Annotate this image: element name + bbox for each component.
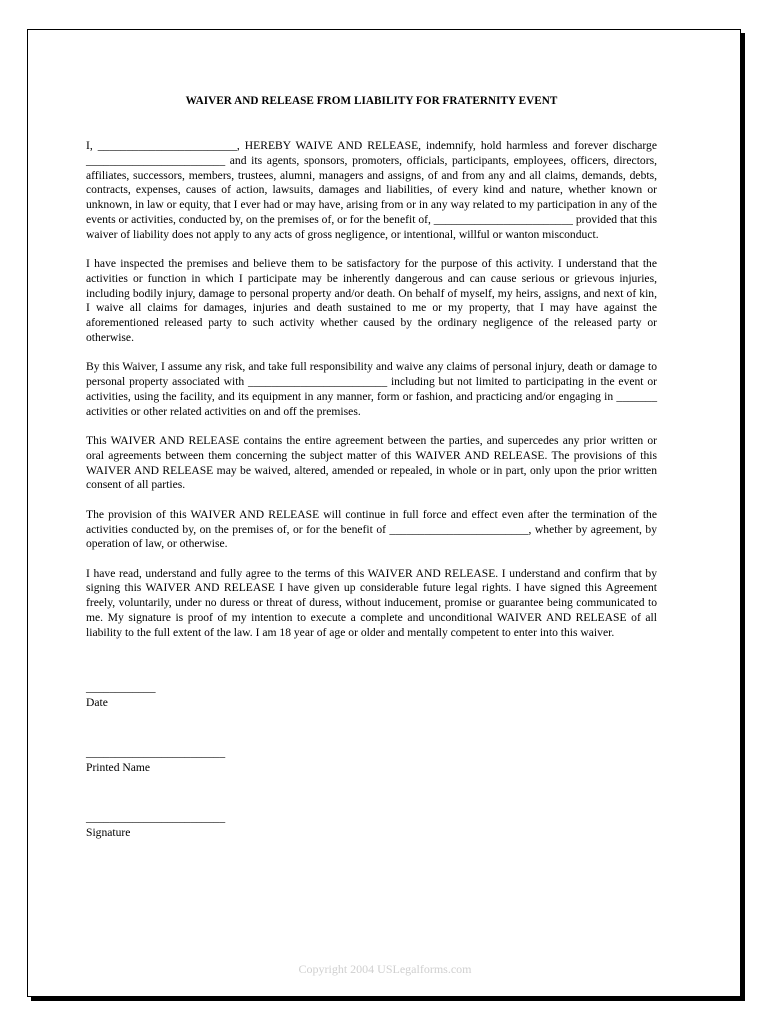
date-line[interactable]: ____________ [86,680,156,694]
printed-name-label: Printed Name [86,760,151,774]
paragraph-acknowledgement: I have read, understand and fully agree to the terms of this WAIVER AND RELEASE. I understand and confirm that by signing this WAIVER AND RELEASE I have given up considerable future legal rights. I have signed this Agreement freely, voluntarily, under no duress or threat of duress, without inducement, promise or guarantee being communicated to me. My signature is proof of my intention to execute a complete and unconditional WAIVER AND RELEASE of all liability to the full extent of the law. I am 18 year of age or older and mentally competent to enter into this waiver. [86,566,657,639]
paragraph-entire-agreement: This WAIVER AND RELEASE contains the entire agreement between the parties, and supercedes any prior written or oral agreements between them concerning the subject matter of this WAIVER AND RELEASE. The provisions of this WAIVER AND RELEASE may be waived, altered, amended or repealed, in whole or in part, only upon the prior written consent of all parties. [86,434,657,492]
document-body [86,94,657,876]
signature-block [86,681,657,840]
paragraph-assume-risk: By this Waiver, I assume any risk, and take full responsibility and waive any claims of personal injury, death or damage to personal property associated with ________________________ including but not limited to participating in the event or activities, using the facility, and its equipment in any manner, form or fashion, and practicing and/or engaging in _______ activities or other related activities on and off the premises. [86,360,657,418]
printed-name-line[interactable]: ________________________ [86,745,226,759]
paragraph-waiver-release: I, ________________________, HEREBY WAIVE AND RELEASE, indemnify, hold harmless and forever discharge ________________________ and its agents, sponsors, promoters, officials, participants, employees, officers, directors, affiliates, successors, members, trustees, alumni, managers and assigns, of and from any and all claims, demands, debts, contracts, expenses, causes of action, lawsuits, damages and liabilities, of every kind and nature, whether known or unknown, in law or equity, that I ever had or may have, arising from or in any way related to my participation in any of the events or activities, conducted by, on the premises of, or for the benefit of, ________________________ provided that this waiver of liability does not apply to any acts of gross negligence, or intentional, willful or wanton misconduct. [86,139,657,241]
signature-label: Signature [86,825,131,839]
copyright-footer: Copyright 2004 USLegalforms.com [298,962,472,976]
paragraph-full-force: The provision of this WAIVER AND RELEASE will continue in full force and effect even after the termination of the activities conducted by, on the premises of, or for the benefit of ________________________, whether by agreement, by operation of law, or otherwise. [86,507,657,551]
document-title: WAIVER AND RELEASE FROM LIABILITY FOR FRATERNITY EVENT [185,95,558,107]
signature-line[interactable]: ________________________ [86,810,226,824]
date-label: Date [86,695,108,709]
paragraph-inspection: I have inspected the premises and believe them to be satisfactory for the purpose of this activity. I understand that the activities or function in which I participate may be inherently dangerous and can cause serious or grievous injuries, including bodily injury, damage to personal property and/or death. On behalf of myself, my heirs, assigns, and next of kin, I waive all claims for damages, injuries and death sustained to me or my property, that I may have against the aforementioned released party to such activity whether caused by the ordinary negligence of the released party or otherwise. [86,257,657,345]
